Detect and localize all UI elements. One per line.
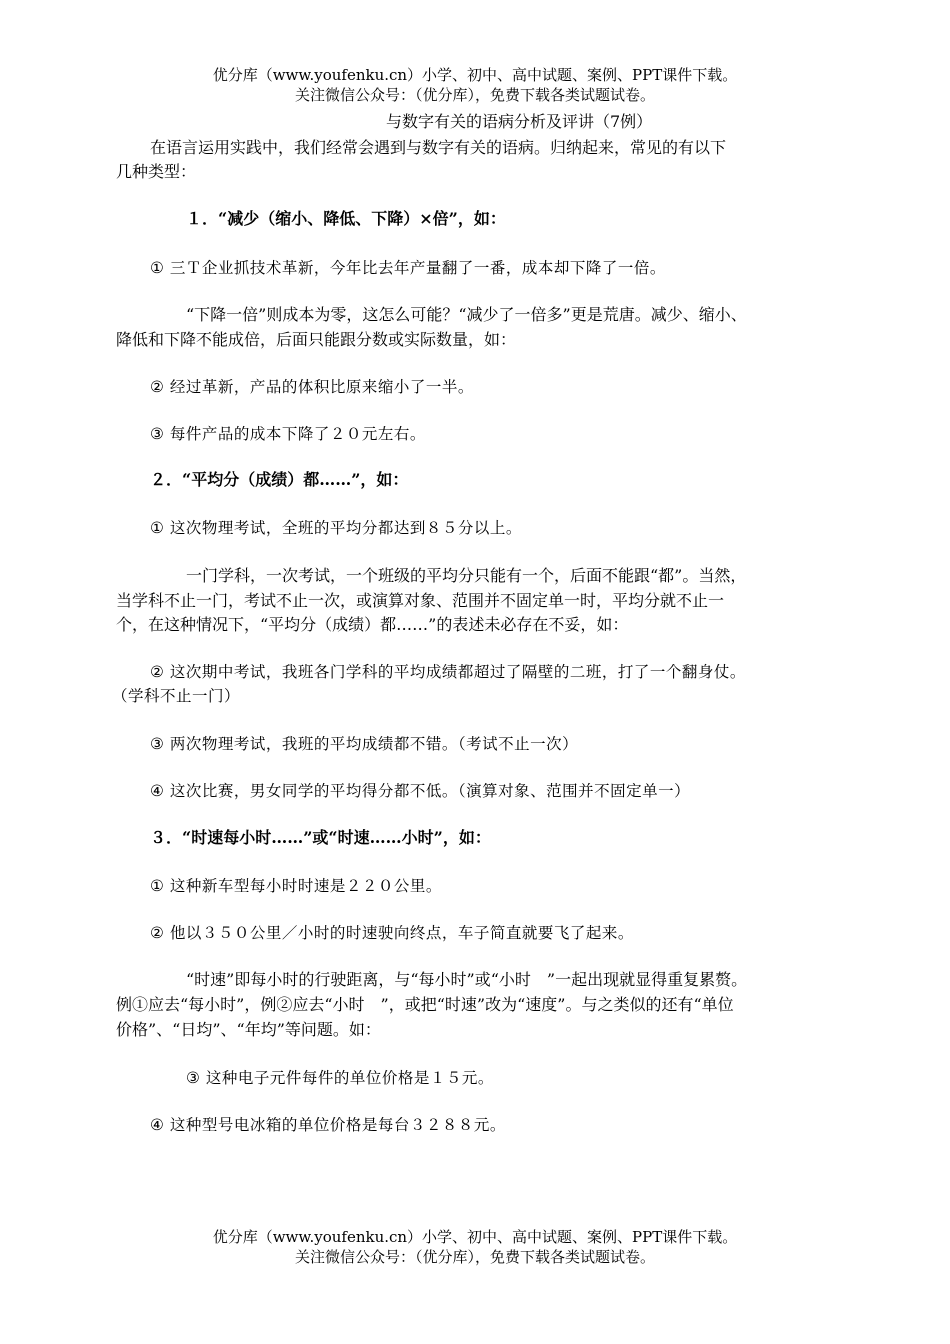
section-3-example-1: ① 这种新车型每小时时速是２２０公里。 xyxy=(150,877,442,895)
section-3-analysis-line-1: “时速”即每小时的行驶距离，与“每小时”或“小时 ”一起出现就显得重复累赘。 xyxy=(186,970,748,989)
section-3-analysis-line-3: 价格”、“日均”、“年均”等问题。如： xyxy=(116,1020,381,1039)
header-line-2: 关注微信公众号：（优分库），免费下载各类试题试卷。 xyxy=(294,86,655,104)
intro-line-2: 几种类型： xyxy=(116,162,197,181)
section-2-example-2-line-2: （学科不止一门） xyxy=(112,687,241,705)
section-3-example-4: ④ 这种型号电冰箱的单位价格是每台３２８８元。 xyxy=(150,1116,506,1134)
footer-line-2: 关注微信公众号：（优分库），免费下载各类试题试卷。 xyxy=(294,1248,655,1266)
section-3-example-3: ③ 这种电子元件每件的单位价格是１５元。 xyxy=(186,1069,494,1087)
section-2-example-2-line-1: ② 这次期中考试，我班各门学科的平均成绩都超过了隔壁的二班，打了一个翻身仗。 xyxy=(150,663,746,681)
section-2-example-4: ④ 这次比赛，男女同学的平均得分都不低。（演算对象、范围并不固定单一） xyxy=(150,782,691,800)
section-3-analysis-line-2: 例①应去“每小时”，例②应去“小时 ”，或把“时速”改为“速度”。与之类似的还有“单位 xyxy=(116,995,734,1014)
page-title: 与数字有关的语病分析及评讲（7例） xyxy=(386,112,653,131)
header-line-1: 优分库（www.youfenku.cn）小学、初中、高中试题、案例、PPT课件下载。 xyxy=(212,66,738,84)
footer-line-1: 优分库（www.youfenku.cn）小学、初中、高中试题、案例、PPT课件下载。 xyxy=(212,1228,738,1246)
section-3-heading: ３．“时速每小时……”或“时速……小时”，如： xyxy=(150,828,491,847)
section-2-analysis-line-3: 个，在这种情况下，“平均分（成绩）都……”的表述未必存在不妥，如： xyxy=(116,615,629,634)
section-1-analysis-line-2: 降低和下降不能成倍，后面只能跟分数或实际数量，如： xyxy=(116,330,517,349)
section-2-heading: ２．“平均分（成绩）都……”，如： xyxy=(150,470,409,489)
section-1-example-2: ② 经过革新，产品的体积比原来缩小了一半。 xyxy=(150,378,474,396)
intro-line-1: 在语言运用实践中，我们经常会遇到与数字有关的语病。归纳起来，常见的有以下 xyxy=(150,138,727,157)
section-2-example-1: ① 这次物理考试，全班的平均分都达到８５分以上。 xyxy=(150,519,522,537)
section-1-analysis-line-1: “下降一倍”则成本为零，这怎么可能？“减少了一倍多”更是荒唐。减少、缩小、 xyxy=(186,305,747,324)
section-1-heading: １．“减少（缩小、降低、下降）×倍”，如： xyxy=(186,209,506,228)
section-2-analysis-line-1: 一门学科，一次考试，一个班级的平均分只能有一个，后面不能跟“都”。当然， xyxy=(186,566,747,585)
section-1-example-1: ① 三Ｔ企业抓技术革新，今年比去年产量翻了一番，成本却下降了一倍。 xyxy=(150,259,666,277)
section-2-analysis-line-2: 当学科不止一门，考试不止一次，或演算对象、范围并不固定单一时，平均分就不止一 xyxy=(116,591,725,610)
section-2-example-3: ③ 两次物理考试，我班的平均成绩都不错。（考试不止一次） xyxy=(150,735,579,753)
section-3-example-2: ② 他以３５０公里／小时的时速驶向终点，车子简直就要飞了起来。 xyxy=(150,924,634,942)
section-1-example-3: ③ 每件产品的成本下降了２０元左右。 xyxy=(150,425,426,443)
